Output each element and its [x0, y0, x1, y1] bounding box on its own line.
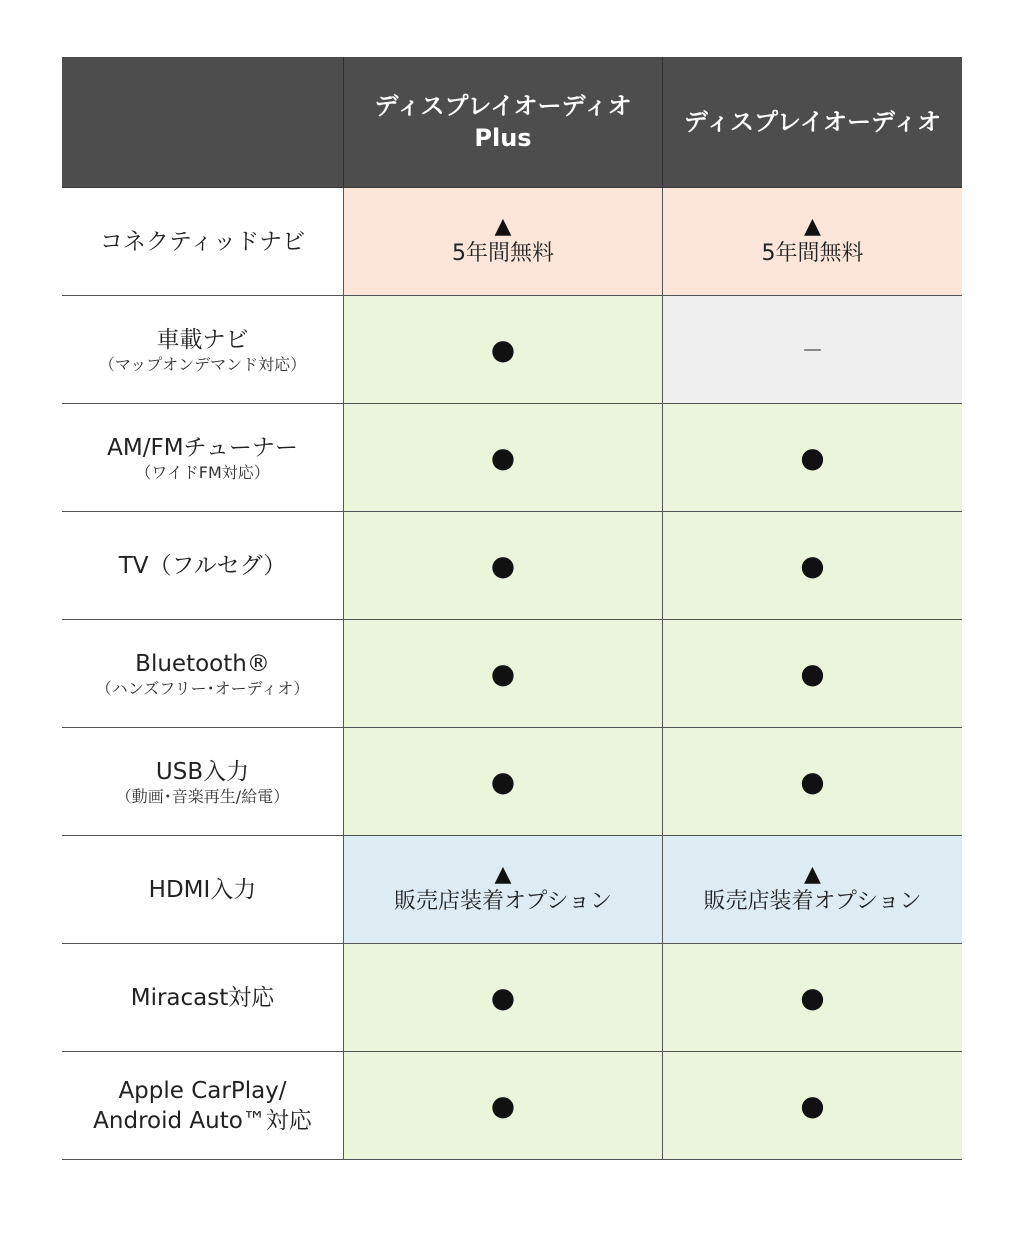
feature-cell	[62, 296, 343, 403]
availability-note: 販売店装着オプション	[393, 888, 613, 914]
feature-label: Bluetooth®	[135, 650, 270, 677]
circle-icon: ●	[490, 980, 516, 1014]
triangle-icon: ▲	[494, 213, 512, 239]
circle-icon: ●	[490, 656, 516, 690]
circle-icon: ●	[490, 332, 516, 366]
standard-cell	[662, 512, 962, 619]
table-header-row	[62, 57, 962, 188]
standard-cell	[662, 296, 962, 403]
circle-icon: ●	[800, 656, 825, 690]
availability-note: 5年間無料	[761, 240, 864, 266]
table-row	[62, 296, 962, 404]
header-empty-cell	[62, 57, 343, 187]
plus-cell	[343, 836, 662, 943]
feature-cell	[62, 1052, 343, 1159]
standard-cell	[662, 404, 962, 511]
feature-sublabel: （動画･音楽再生/給電）	[115, 786, 290, 806]
plus-cell	[343, 512, 662, 619]
circle-icon: ●	[490, 764, 516, 798]
circle-icon: ●	[490, 1088, 516, 1122]
plus-cell	[343, 1052, 662, 1159]
feature-cell	[62, 728, 343, 835]
feature-cell	[62, 620, 343, 727]
feature-cell	[62, 404, 343, 511]
plus-cell	[343, 188, 662, 295]
standard-cell	[662, 620, 962, 727]
feature-cell	[62, 836, 343, 943]
feature-label-line2: Android Auto™対応	[93, 1107, 312, 1134]
feature-label: AM/FMチューナー	[107, 434, 298, 461]
table-row	[62, 404, 962, 512]
feature-label: Apple CarPlay/	[118, 1077, 287, 1104]
standard-cell	[662, 728, 962, 835]
table-row	[62, 620, 962, 728]
circle-icon: ●	[800, 1088, 825, 1122]
feature-label: コネクティッドナビ	[99, 228, 306, 255]
feature-sublabel: （ハンズフリー･オーディオ）	[95, 678, 310, 698]
standard-cell	[662, 1052, 962, 1159]
comparison-table	[62, 57, 962, 1160]
circle-icon: ●	[490, 440, 516, 474]
plus-cell	[343, 296, 662, 403]
feature-cell	[62, 188, 343, 295]
feature-sublabel: （ワイドFM対応）	[135, 462, 270, 482]
triangle-icon: ▲	[494, 861, 512, 887]
circle-icon: ●	[800, 980, 825, 1014]
table-row	[62, 836, 962, 944]
availability-note: 5年間無料	[452, 240, 554, 266]
header-display-audio-plus	[343, 57, 662, 187]
feature-cell	[62, 944, 343, 1051]
table-row	[62, 512, 962, 620]
feature-label: USB入力	[155, 758, 250, 785]
header-plus-line1: ディスプレイオーディオ	[374, 92, 632, 120]
standard-cell	[662, 188, 962, 295]
standard-cell	[662, 944, 962, 1051]
table-row	[62, 188, 962, 296]
circle-icon: ●	[800, 764, 825, 798]
plus-cell	[343, 620, 662, 727]
plus-cell	[343, 728, 662, 835]
triangle-icon: ▲	[804, 861, 821, 887]
availability-note: 販売店装着オプション	[703, 888, 922, 914]
plus-cell	[343, 404, 662, 511]
feature-label: HDMI入力	[148, 876, 257, 903]
feature-label: TV（フルセグ）	[118, 552, 287, 579]
circle-icon: ●	[490, 548, 516, 582]
circle-icon: ●	[800, 440, 825, 474]
header-display-audio	[662, 57, 962, 187]
table-row	[62, 728, 962, 836]
feature-label: 車載ナビ	[156, 326, 249, 353]
triangle-icon: ▲	[804, 213, 821, 239]
header-standard-label: ディスプレイオーディオ	[683, 108, 942, 136]
plus-cell	[343, 944, 662, 1051]
feature-cell	[62, 512, 343, 619]
feature-sublabel: （マップオンデマンド対応）	[98, 354, 307, 374]
table-row	[62, 1052, 962, 1160]
feature-label: Miracast対応	[130, 984, 275, 1011]
standard-cell	[662, 836, 962, 943]
table-row	[62, 944, 962, 1052]
header-plus-line2: Plus	[474, 124, 532, 152]
dash-icon: －	[801, 339, 824, 364]
circle-icon: ●	[800, 548, 825, 582]
